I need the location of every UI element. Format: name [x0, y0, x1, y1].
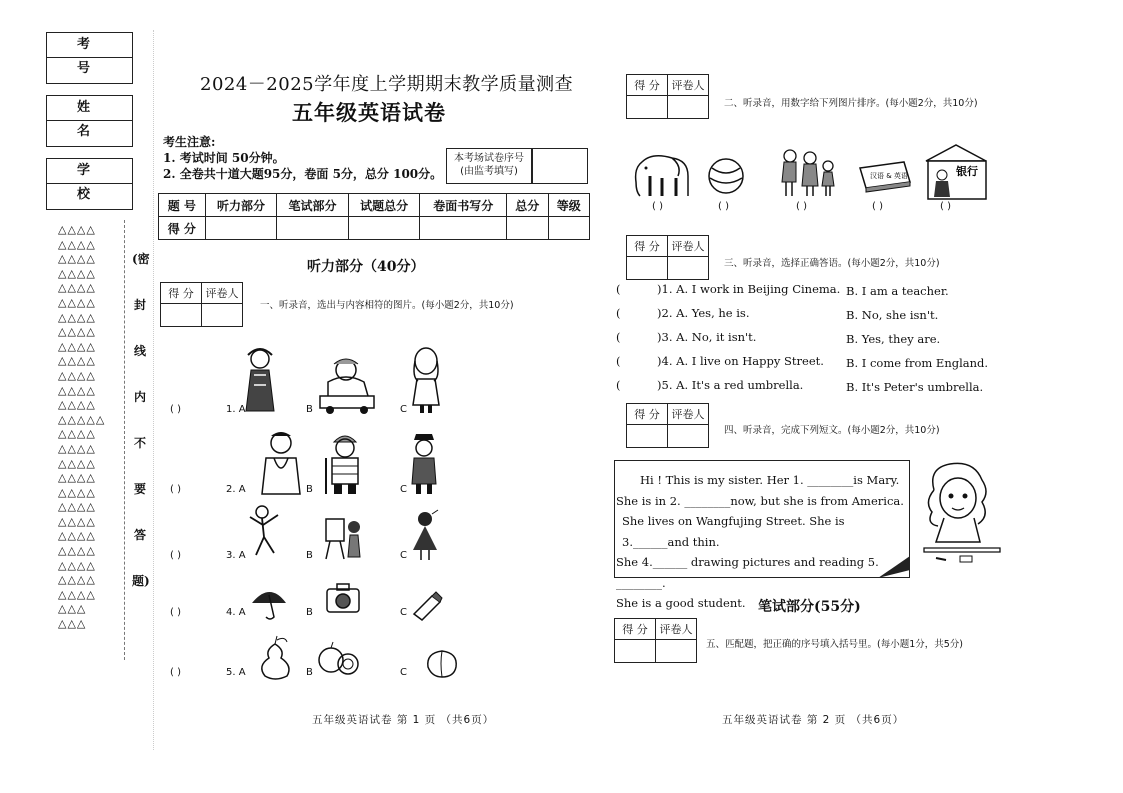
triangle-row: △△△△	[58, 354, 96, 368]
triangle-row: △△△△	[58, 587, 96, 601]
q3-item-a[interactable]: ( )2. A. Yes, he is.	[616, 306, 750, 320]
score-cell[interactable]	[205, 217, 277, 240]
page2-footer: 五年级英语试卷 第 2 页 （共6页）	[722, 714, 905, 726]
grader-score-label: 得 分	[161, 283, 202, 304]
passage-line-4: She 4.______ drawing pictures and reading 5. ________.	[616, 555, 879, 590]
q1-option-c: C	[400, 550, 407, 561]
grader-score-label: 得 分	[615, 619, 656, 640]
q1-answer-paren[interactable]: ( )	[170, 607, 181, 618]
triangle-row: △△△△	[58, 529, 96, 543]
triangle-row: △△△△	[58, 281, 96, 295]
triangle-row: △△△△	[58, 383, 96, 397]
notice-item-1: 1. 考试时间 50分钟。	[163, 151, 285, 165]
peking-opera-actor-picture	[240, 345, 280, 415]
triangle-row: △△△△	[58, 514, 96, 528]
score-col-total-test: 试题总分	[348, 194, 420, 217]
q2-answer-paren[interactable]: ( )	[718, 201, 729, 212]
book-title: 汉语 & 英语	[870, 172, 908, 180]
q1-answer-paren[interactable]: ( )	[170, 667, 181, 678]
q1-option-a: 1. A	[226, 404, 246, 415]
grader-cell[interactable]	[668, 425, 709, 448]
grader-score-cell[interactable]	[161, 304, 202, 327]
passage-text	[616, 470, 906, 614]
passage-line-2: She is in 2. ________now, but she is from America.	[616, 493, 904, 508]
q1-option-c: C	[400, 667, 407, 678]
notice-item-2: 2. 全卷共十道大题95分，卷面 5分，总分 100分。	[163, 167, 443, 181]
q3-item-b: B. It's Peter's umbrella.	[846, 380, 984, 394]
woman-picture	[408, 345, 444, 413]
q2-answer-paren[interactable]: ( )	[652, 201, 663, 212]
umbrella-picture	[250, 585, 288, 621]
worker-picture	[320, 428, 370, 496]
triangle-row: △△△△	[58, 398, 96, 412]
seal-char: 线	[133, 344, 146, 358]
driver-picture	[314, 352, 376, 414]
q2-answer-paren[interactable]: ( )	[940, 201, 951, 212]
triangle-row: △△△△	[58, 573, 96, 587]
score-col-total: 总分	[507, 194, 548, 217]
seal-char: 答	[133, 528, 146, 542]
family-picture	[776, 148, 838, 198]
grader-label: 评卷人	[668, 404, 709, 425]
exam-number-box	[46, 32, 133, 84]
seal-char: 封	[133, 298, 146, 312]
q1-instruction: 一、听录音，选出与内容相符的图片。(每小题2分，共10分)	[260, 300, 514, 311]
exam-number-label: 考 号	[47, 33, 132, 58]
grader-cell[interactable]	[668, 96, 709, 119]
q3-item-b: B. I come from England.	[846, 356, 989, 370]
passage-line-5: She is a good student.	[616, 596, 746, 610]
seat-label-2: (由监考填写)	[460, 166, 518, 177]
painter-picture	[322, 513, 364, 563]
singer-picture	[408, 510, 442, 560]
doctor-picture	[258, 428, 304, 496]
bottle-picture	[410, 588, 446, 620]
q1-option-a: 2. A	[226, 484, 246, 495]
triangle-row: △△△△	[58, 295, 96, 309]
peach-picture	[424, 645, 460, 679]
grader-score-cell[interactable]	[615, 640, 656, 663]
score-row-label: 得 分	[159, 217, 206, 240]
seal-line	[124, 220, 126, 660]
q3-item-a[interactable]: ( )5. A. It's a red umbrella.	[616, 378, 804, 392]
grader-box-q3	[626, 235, 709, 280]
girl-drawing-picture	[920, 462, 1004, 568]
notice-title: 考生注意:	[163, 135, 216, 149]
triangle-row: △△△△	[58, 339, 96, 353]
triangle-row: △△△△	[58, 544, 96, 558]
elephant-picture	[632, 152, 692, 198]
triangle-row: △△△△	[58, 237, 96, 251]
q1-option-a: 3. A	[226, 550, 246, 561]
grader-score-cell[interactable]	[627, 96, 668, 119]
camera-picture	[325, 582, 361, 614]
triangle-border	[58, 223, 118, 632]
bank-sign: 银行	[956, 165, 978, 178]
q3-item-b: B. I am a teacher.	[846, 284, 949, 298]
grader-cell[interactable]	[656, 640, 697, 663]
q3-item-a[interactable]: ( )1. A. I work in Beijing Cinema.	[616, 282, 841, 296]
grader-cell[interactable]	[668, 257, 709, 280]
grader-label: 评卷人	[656, 619, 697, 640]
q1-option-b: B	[306, 404, 313, 415]
ball-picture	[706, 156, 746, 196]
grader-score-label: 得 分	[627, 404, 668, 425]
q1-answer-paren[interactable]: ( )	[170, 404, 181, 415]
triangle-row: △△△△△	[58, 412, 106, 426]
q3-instruction: 三、听录音，选择正确答语。(每小题2分，共10分)	[724, 258, 940, 269]
triangle-row: △△△	[58, 617, 87, 631]
orange-picture	[316, 640, 360, 678]
triangle-row: △△△△	[58, 558, 96, 572]
passage-line-1: Hi ! This is my sister. Her 1. ________is Mary.	[640, 473, 900, 487]
seal-text	[132, 236, 148, 604]
score-cell[interactable]	[548, 217, 590, 240]
q2-instruction: 二、听录音，用数字给下列图片排序。(每小题2分，共10分)	[724, 98, 978, 109]
triangle-row: △△△△	[58, 427, 96, 441]
school-box	[46, 158, 133, 210]
q2-answer-paren[interactable]: ( )	[796, 201, 807, 212]
q1-option-b: B	[306, 550, 313, 561]
grader-box-q1	[160, 282, 243, 327]
triangle-row: △△△△	[58, 471, 96, 485]
triangle-row: △△△△	[58, 325, 96, 339]
seal-char: (密	[132, 252, 150, 266]
q1-option-a: 5. A	[226, 667, 246, 678]
q5-instruction: 五、匹配题，把正确的序号填入括号里。(每小题1分，共5分)	[706, 639, 964, 650]
dancing-child-picture	[248, 503, 282, 559]
q1-option-b: B	[306, 484, 313, 495]
q1-option-c: C	[400, 607, 407, 618]
score-table	[158, 193, 590, 240]
score-col-handwriting: 卷面书写分	[420, 194, 507, 217]
written-heading: 笔试部分(55分)	[758, 599, 861, 615]
score-col-listening: 听力部分	[205, 194, 277, 217]
score-col-grade: 等级	[548, 194, 590, 217]
grader-box-q2	[626, 74, 709, 119]
triangle-row: △△△△	[58, 223, 96, 236]
q1-answer-paren[interactable]: ( )	[170, 484, 181, 495]
triangle-row: △△△△	[58, 252, 96, 266]
page-gutter	[153, 30, 155, 750]
q1-option-b: B	[306, 667, 313, 678]
grader-label: 评卷人	[668, 75, 709, 96]
triangle-row: △△△△	[58, 485, 96, 499]
q1-option-c: C	[400, 484, 407, 495]
name-box	[46, 95, 133, 147]
passage-line-3: She lives on Wangfujing Street. She is 3.______and thin.	[622, 514, 845, 549]
q3-item-b: B. No, she isn't.	[846, 308, 939, 322]
listening-heading: 听力部分（40分）	[307, 259, 425, 275]
seal-char: 题)	[132, 574, 150, 588]
q4-instruction: 四、听录音，完成下列短文。(每小题2分，共10分)	[724, 425, 940, 436]
page1-footer: 五年级英语试卷 第 1 页 （共6页）	[312, 714, 495, 726]
grader-label: 评卷人	[668, 236, 709, 257]
triangle-row: △△△△	[58, 456, 96, 470]
q3-item-a[interactable]: ( )4. A. I live on Happy Street.	[616, 354, 824, 368]
pear-picture	[255, 636, 295, 680]
q2-answer-paren[interactable]: ( )	[872, 201, 883, 212]
q1-option-b: B	[306, 607, 313, 618]
triangle-row: △△△△	[58, 368, 96, 382]
bank-picture	[922, 143, 990, 201]
grader-cell[interactable]	[202, 304, 243, 327]
score-cell[interactable]	[277, 217, 349, 240]
triangle-row: △△△	[58, 602, 87, 616]
exam-title-line2: 五年级英语试卷	[292, 100, 446, 125]
exam-title-line1: 2024－2025学年度上学期期末教学质量测查	[200, 74, 574, 95]
score-col-writing: 笔试部分	[277, 194, 349, 217]
seat-number-box	[446, 148, 588, 184]
seal-char: 不	[133, 436, 146, 450]
score-col-number: 题 号	[159, 194, 206, 217]
grader-score-label: 得 分	[627, 75, 668, 96]
school-label: 学 校	[47, 159, 132, 184]
q3-item-a[interactable]: ( )3. A. No, it isn't.	[616, 330, 757, 344]
score-cell[interactable]	[420, 217, 507, 240]
grader-score-cell[interactable]	[627, 425, 668, 448]
q1-option-a: 4. A	[226, 607, 246, 618]
police-picture	[408, 430, 440, 496]
seal-char: 内	[133, 390, 146, 404]
book-picture	[858, 158, 912, 192]
grader-box-q5	[614, 618, 697, 663]
q3-item-b: B. Yes, they are.	[846, 332, 941, 346]
name-label: 姓 名	[47, 96, 132, 121]
triangle-row: △△△△	[58, 310, 96, 324]
triangle-row: △△△△	[58, 441, 96, 455]
score-cell[interactable]	[507, 217, 548, 240]
seal-char: 要	[133, 482, 146, 496]
q1-option-c: C	[400, 404, 407, 415]
score-cell[interactable]	[348, 217, 420, 240]
triangle-row: △△△△	[58, 266, 96, 280]
grader-box-q4	[626, 403, 709, 448]
triangle-row: △△△△	[58, 500, 96, 514]
grader-score-label: 得 分	[627, 236, 668, 257]
grader-label: 评卷人	[202, 283, 243, 304]
grader-score-cell[interactable]	[627, 257, 668, 280]
seat-label-1: 本考场试卷序号	[454, 153, 524, 164]
q1-answer-paren[interactable]: ( )	[170, 550, 181, 561]
